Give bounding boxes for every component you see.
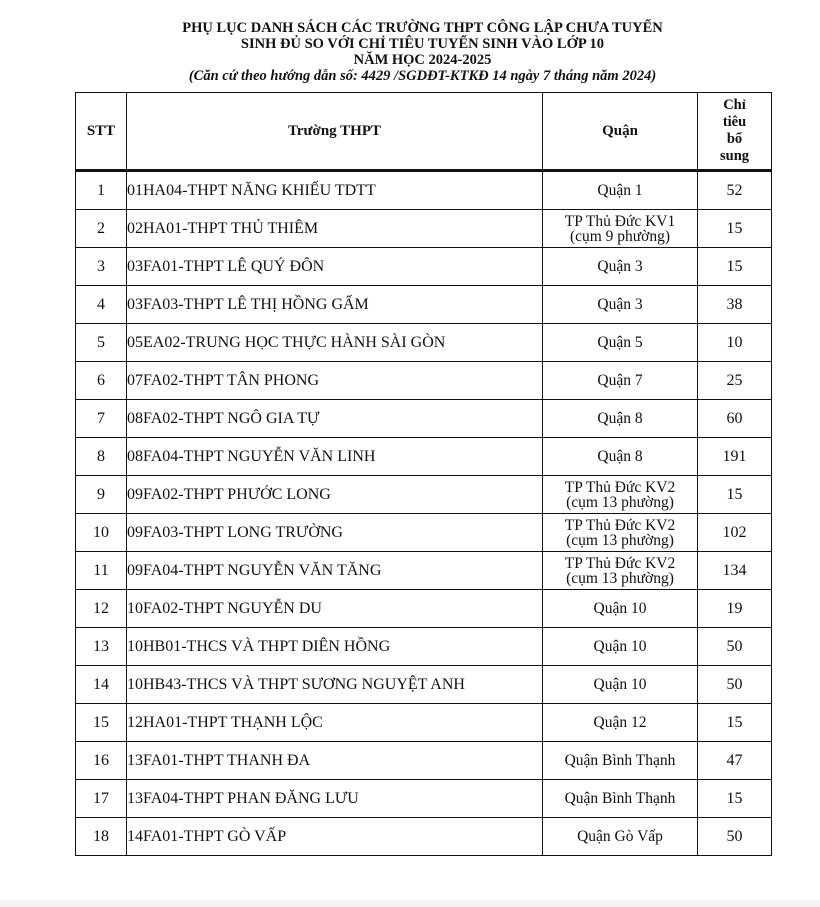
row-stt: 4: [76, 286, 127, 324]
row-school: 12HA01-THPT THẠNH LỘC: [127, 704, 543, 742]
row-school: 01HA04-THPT NĂNG KHIẾU TDTT: [127, 171, 543, 210]
row-district-line-1: Quận Bình Thạnh: [564, 752, 676, 769]
row-quota: 191: [698, 438, 772, 476]
row-district: [543, 400, 698, 438]
header-quota-line-2: tiêu: [722, 114, 747, 130]
row-district: [543, 818, 698, 856]
row-stt: 10: [76, 514, 127, 552]
header-stt: STT: [76, 93, 127, 171]
row-district-line-1: Quận 3: [597, 296, 643, 313]
row-stt: 12: [76, 590, 127, 628]
row-stt: 13: [76, 628, 127, 666]
row-school: 05EA02-TRUNG HỌC THỰC HÀNH SÀI GÒN: [127, 324, 543, 362]
row-quota: 15: [698, 476, 772, 514]
row-quota: 60: [698, 400, 772, 438]
header-quota-line-1: Chỉ: [723, 97, 746, 113]
row-school: 03FA01-THPT LÊ QUÝ ĐÔN: [127, 248, 543, 286]
row-district-line-1: Quận 1: [597, 182, 643, 199]
row-district: [543, 210, 698, 248]
row-stt: 16: [76, 742, 127, 780]
table-row: [76, 438, 772, 476]
row-quota: 50: [698, 628, 772, 666]
row-district: [543, 552, 698, 590]
table-row: [76, 704, 772, 742]
table-row: [76, 742, 772, 780]
row-district-line-2: (cụm 9 phường): [569, 227, 671, 245]
row-quota: 102: [698, 514, 772, 552]
row-district-line-1: Quận 10: [593, 676, 647, 693]
row-district-line-1: Quận 7: [597, 372, 643, 389]
row-district: [543, 742, 698, 780]
table-row: [76, 476, 772, 514]
row-district-line-2: (cụm 13 phường): [566, 531, 674, 549]
row-school: 10FA02-THPT NGUYỄN DU: [127, 590, 543, 628]
row-quota: 38: [698, 286, 772, 324]
row-stt: 5: [76, 324, 127, 362]
row-stt: 1: [76, 171, 127, 210]
row-district-line-1: Quận Gò Vấp: [577, 828, 663, 845]
row-school: 02HA01-THPT THỦ THIÊM: [127, 210, 543, 248]
table-row: [76, 590, 772, 628]
row-stt: 18: [76, 818, 127, 856]
row-district: [543, 666, 698, 704]
title-line-1: PHỤ LỤC DANH SÁCH CÁC TRƯỜNG THPT CÔNG LẬP CHƯA TUYỂN: [182, 20, 663, 36]
row-district-line-1: TP Thủ Đức KV2: [564, 516, 676, 534]
row-district: [543, 628, 698, 666]
row-district: [543, 476, 698, 514]
row-quota: 25: [698, 362, 772, 400]
row-district: [543, 362, 698, 400]
row-school: 09FA04-THPT NGUYỄN VĂN TĂNG: [127, 552, 543, 590]
title-line-2: SINH ĐỦ SO VỚI CHỈ TIÊU TUYỂN SINH VÀO LỚP 10: [240, 36, 605, 52]
row-school: 08FA04-THPT NGUYỄN VĂN LINH: [127, 438, 543, 476]
row-quota: 15: [698, 704, 772, 742]
table-row: [76, 818, 772, 856]
row-school: 07FA02-THPT TÂN PHONG: [127, 362, 543, 400]
row-district-line-1: Quận 8: [597, 410, 643, 427]
row-stt: 7: [76, 400, 127, 438]
row-quota: 19: [698, 590, 772, 628]
row-stt: 3: [76, 248, 127, 286]
row-district-line-1: Quận 5: [597, 334, 643, 351]
row-district: [543, 324, 698, 362]
header-quota: [698, 93, 772, 171]
row-quota: 50: [698, 818, 772, 856]
header-district: Quận: [543, 93, 698, 171]
row-school: 13FA01-THPT THANH ĐA: [127, 742, 543, 780]
row-quota: 10: [698, 324, 772, 362]
row-stt: 9: [76, 476, 127, 514]
row-district-line-1: TP Thủ Đức KV2: [564, 478, 676, 496]
row-district: [543, 780, 698, 818]
row-district: [543, 590, 698, 628]
row-district-line-1: Quận 10: [593, 638, 647, 655]
title-line-3: NĂM HỌC 2024-2025: [353, 52, 492, 68]
table-row: [76, 400, 772, 438]
table-row: [76, 780, 772, 818]
row-district: [543, 514, 698, 552]
row-district-line-2: (cụm 13 phường): [566, 569, 674, 587]
row-district-line-1: Quận 3: [597, 258, 643, 275]
row-stt: 17: [76, 780, 127, 818]
subtitle: (Căn cứ theo hướng dẫn số: 4429 /SGDĐT-KTKĐ 14 ngày 7 tháng năm 2024): [188, 68, 657, 84]
document-header: [0, 20, 820, 84]
table-row: [76, 628, 772, 666]
row-quota: 134: [698, 552, 772, 590]
table-row: [76, 552, 772, 590]
row-school: 09FA03-THPT LONG TRƯỜNG: [127, 514, 543, 552]
row-stt: 14: [76, 666, 127, 704]
row-school: 08FA02-THPT NGÔ GIA TỰ: [127, 400, 543, 438]
row-district: [543, 286, 698, 324]
row-quota: 50: [698, 666, 772, 704]
row-school: 10HB01-THCS VÀ THPT DIÊN HỒNG: [127, 628, 543, 666]
row-school: 03FA03-THPT LÊ THỊ HỒNG GẤM: [127, 286, 543, 324]
row-district-line-1: Quận 8: [597, 448, 643, 465]
row-district-line-1: TP Thủ Đức KV1: [564, 212, 676, 230]
row-stt: 2: [76, 210, 127, 248]
row-district-line-1: TP Thủ Đức KV2: [564, 554, 676, 572]
table-row: [76, 324, 772, 362]
row-quota: 15: [698, 780, 772, 818]
row-quota: 47: [698, 742, 772, 780]
table-row: [76, 666, 772, 704]
table-row: [76, 248, 772, 286]
row-district: [543, 248, 698, 286]
row-district: [543, 704, 698, 742]
table-row: [76, 210, 772, 248]
row-district: [543, 171, 698, 210]
table-row: [76, 362, 772, 400]
row-school: 13FA04-THPT PHAN ĐĂNG LƯU: [127, 780, 543, 818]
row-school: 09FA02-THPT PHƯỚC LONG: [127, 476, 543, 514]
header-quota-line-4: sung: [719, 148, 750, 164]
row-stt: 6: [76, 362, 127, 400]
page-bottom-edge: [0, 900, 820, 907]
header-school: Trường THPT: [127, 93, 543, 171]
row-quota: 52: [698, 171, 772, 210]
row-district-line-1: Quận 10: [593, 600, 647, 617]
row-district-line-1: Quận Bình Thạnh: [564, 790, 676, 807]
row-district-line-1: Quận 12: [593, 714, 647, 731]
header-quota-line-3: bổ: [726, 131, 743, 147]
row-stt: 15: [76, 704, 127, 742]
row-school: 14FA01-THPT GÒ VẤP: [127, 818, 543, 856]
row-quota: 15: [698, 248, 772, 286]
table-row: [76, 514, 772, 552]
row-district: [543, 438, 698, 476]
row-quota: 15: [698, 210, 772, 248]
row-stt: 11: [76, 552, 127, 590]
table-row: [76, 286, 772, 324]
school-list-table: [75, 92, 772, 856]
table-row: [76, 171, 772, 210]
row-stt: 8: [76, 438, 127, 476]
table-header-row: [76, 93, 772, 171]
row-school: 10HB43-THCS VÀ THPT SƯƠNG NGUYỆT ANH: [127, 666, 543, 704]
row-district-line-2: (cụm 13 phường): [566, 493, 674, 511]
